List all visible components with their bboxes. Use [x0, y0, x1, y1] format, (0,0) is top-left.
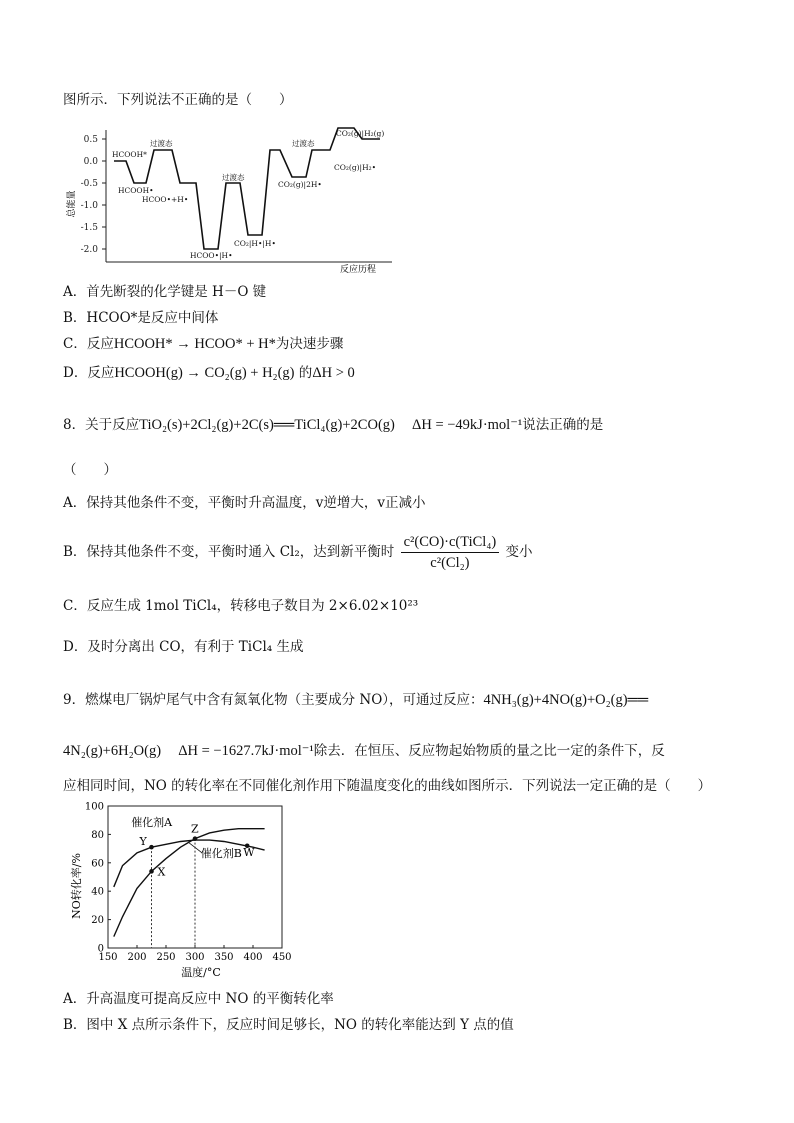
no-conversion-chart — [66, 798, 296, 980]
energy-x-label: 反应历程 — [339, 265, 377, 274]
q8-stem-prefix: 8．关于反应 — [63, 417, 140, 433]
energy-label: CO₂(g)|H₂(g) — [336, 129, 385, 138]
q7-option-d-equation: HCOOH(g) → CO₂(g) + H₂(g) — [114, 365, 295, 381]
q7-option-c — [63, 335, 343, 353]
y-tick-label: 20 — [91, 915, 104, 927]
q9-stem-prefix: 9．燃煤电厂锅炉尾气中含有氮氧化物（主要成分 NO），可通过反应： — [63, 692, 484, 708]
energy-label: 过渡态 — [150, 139, 173, 148]
q7-stem: 图所示．下列说法不正确的是（ ） — [63, 92, 293, 108]
energy-label: HCOO•|H• — [190, 251, 233, 260]
q8-fraction-denominator: c²(Cl₂) — [430, 555, 470, 571]
x-tick-label: 350 — [214, 952, 234, 963]
energy-ytick: -2.0 — [80, 245, 98, 255]
q7-option-b: B．HCOO*是反应中间体 — [63, 310, 219, 326]
q8-fraction-numerator: c²(CO)·c(TiCl₄) — [401, 533, 500, 553]
x-tick-label: 450 — [272, 952, 292, 963]
energy-ytick: -1.0 — [80, 201, 98, 211]
energy-ytick: -0.5 — [80, 179, 98, 189]
y-tick-label: 60 — [91, 858, 104, 870]
q8-option-b — [63, 533, 533, 572]
x-tick-label: 250 — [156, 952, 176, 963]
energy-ytick: -1.5 — [80, 223, 98, 233]
y-tick-label: 0 — [97, 943, 104, 955]
point-label-z: Z — [191, 822, 199, 836]
energy-label: HCOOH* — [112, 150, 147, 159]
energy-label: CO₂(g)|H₂• — [334, 163, 377, 172]
q7-option-a: A．首先断裂的化学键是 H－O 键 — [63, 284, 267, 300]
series-line-catalyst-a — [114, 840, 265, 887]
q8-equation: TiO₂(s)+2Cl₂(g)+2C(s)══TiCl₄(g)+2CO(g) — [139, 417, 395, 433]
y-tick-label: 80 — [91, 829, 104, 841]
energy-label: 过渡态 — [222, 173, 245, 182]
q8-option-a: A．保持其他条件不变，平衡时升高温度，v逆增大，v正减小 — [63, 495, 426, 511]
q7-option-c-prefix: C．反应 — [63, 336, 114, 352]
y-tick-label: 40 — [91, 886, 104, 898]
x-tick-label: 200 — [127, 952, 147, 963]
energy-y-ticks — [81, 135, 106, 255]
energy-label: CO₂|H•|H• — [234, 239, 276, 248]
q8-option-b-suffix: 变小 — [505, 544, 533, 560]
q8-option-b-fraction — [401, 533, 500, 572]
series-label-catalyst-a: 催化剂A — [131, 815, 173, 829]
point-label-w: W — [243, 845, 255, 859]
q7-option-c-suffix: 为决速步骤 — [275, 336, 344, 352]
no-chart-x-label: 温度/°C — [181, 966, 221, 979]
q9-stem-line2 — [63, 742, 665, 760]
point-y — [149, 845, 154, 850]
q8-answer-paren: （ ） — [63, 462, 117, 478]
q7-option-d-prefix: D．反应 — [63, 365, 115, 381]
point-x — [149, 869, 154, 874]
q9-line2-suffix: 除去．在恒压、反应物起始物质的量之比一定的条件下，反 — [313, 743, 665, 759]
q9-stem-line3: 应相同时间，NO 的转化率在不同催化剂作用下随温度变化的曲线如图所示．下列说法一定正确的是（ ） — [63, 778, 712, 794]
no-chart-y-label: NO转化率/% — [70, 853, 83, 919]
q8-option-b-prefix: B．保持其他条件不变，平衡时通入 Cl₂，达到新平衡时 — [63, 544, 395, 560]
q7-option-c-equation: HCOOH* → HCOO* + H* — [113, 336, 276, 352]
x-tick-label: 300 — [185, 952, 205, 963]
energy-label: 过渡态 — [292, 139, 315, 148]
x-tick-label: 150 — [98, 952, 118, 963]
energy-ytick: 0.0 — [83, 157, 98, 167]
q7-option-d — [63, 364, 355, 382]
q9-option-b: B．图中 X 点所示条件下，反应时间足够长，NO 的转化率能达到 Y 点的值 — [63, 1017, 514, 1033]
energy-y-label: 总能量 — [67, 190, 77, 218]
point-label-x: X — [157, 865, 166, 879]
q9-enthalpy: ΔH = −1627.7kJ·mol⁻¹ — [178, 743, 314, 759]
x-tick-label: 400 — [243, 952, 263, 963]
q8-option-c: C．反应生成 1mol TiCl₄，转移电子数目为 2×6.02×10²³ — [63, 598, 419, 614]
energy-label: HCOO•+H• — [142, 195, 189, 204]
point-label-y: Y — [139, 835, 147, 849]
q8-enthalpy: ΔH = −49kJ·mol⁻¹ — [412, 417, 523, 433]
q7-option-d-mid: 的 — [294, 365, 313, 381]
energy-profile-chart — [62, 122, 402, 274]
q8-stem-suffix: 说法正确的是 — [522, 417, 604, 433]
energy-ytick: 0.5 — [83, 135, 98, 145]
q9-equation-part2: 4N₂(g)+6H₂O(g) — [63, 743, 162, 759]
series-label-catalyst-b: 催化剂B — [200, 847, 242, 861]
energy-label: CO₂(g)|2H• — [278, 180, 322, 189]
q9-equation-part1: 4NH₃(g)+4NO(g)+O₂(g)══ — [483, 692, 649, 708]
q9-option-a: A．升高温度可提高反应中 NO 的平衡转化率 — [63, 991, 334, 1007]
q8-option-d: D．及时分离出 CO，有利于 TiCl₄ 生成 — [63, 639, 304, 655]
q7-option-d-condition: ΔH > 0 — [312, 365, 355, 381]
y-tick-label: 100 — [84, 801, 104, 813]
point-z — [193, 836, 198, 841]
q9-stem-line1 — [63, 691, 648, 709]
energy-label: HCOOH• — [118, 186, 154, 195]
q8-stem — [63, 416, 603, 434]
